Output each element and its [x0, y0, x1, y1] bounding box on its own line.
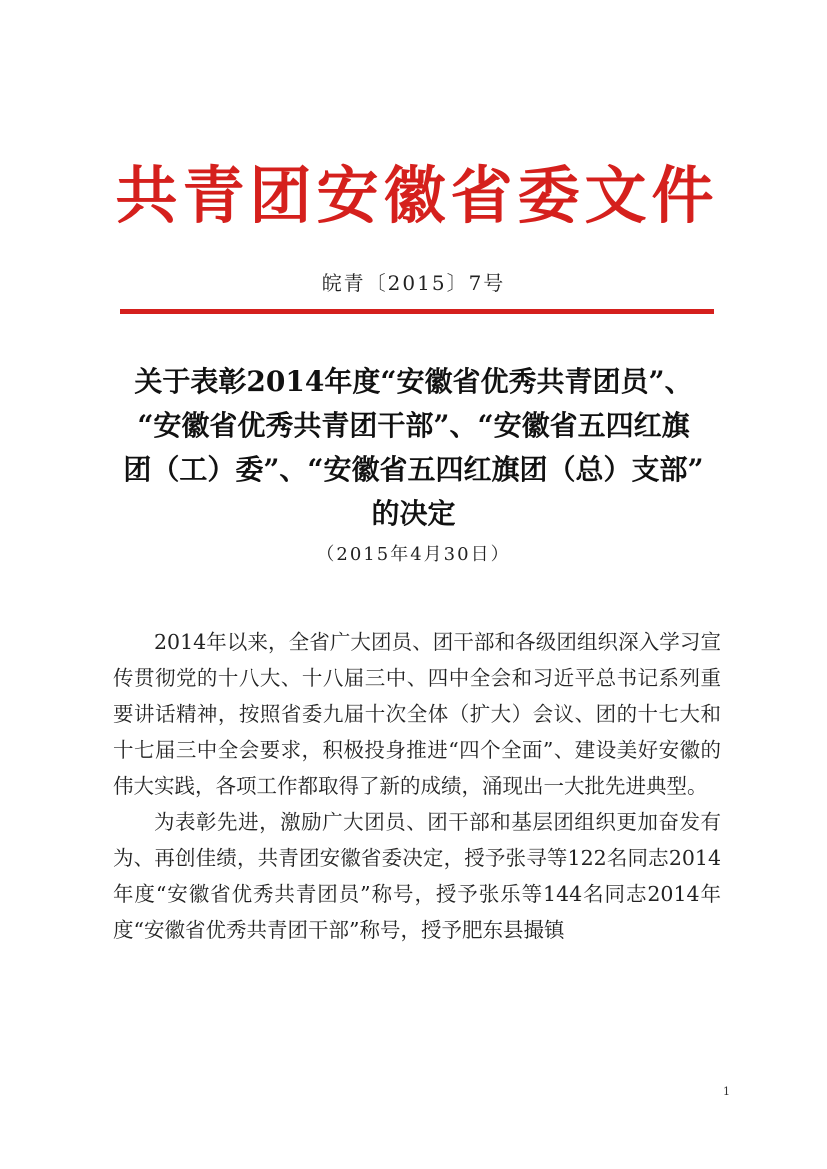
- body-paragraph: 为表彰先进，激励广大团员、团干部和基层团组织更加奋发有为、再创佳绩，共青团安徽省委决定，授予张寻等122名同志2014年度“安徽省优秀共青团员”称号，授予张乐等144名同志2014年度“安徽省优秀共青团干部”称号，授予肥东县撮镇: [113, 810, 721, 942]
- document-number: 皖青〔2015〕7号: [321, 271, 506, 295]
- document-date: （2015年4月30日）: [316, 544, 511, 565]
- red-divider-line: [120, 309, 714, 314]
- document-title: [100, 360, 727, 536]
- body-paragraph: 2014年以来，全省广大团员、团干部和各级团组织深入学习宣传贯彻党的十八大、十八届三中、四中全会和习近平总书记系列重要讲话精神，按照省委九届十次全体（扩大）会议、团的十七大和十七届三中全会要求，积极投身推进“四个全面”、建设美好安徽的伟大实践，各项工作都取得了新的成绩，涌现出一大批先进典型。: [113, 630, 721, 798]
- title-line: “安徽省优秀共青团干部”、“安徽省五四红旗: [137, 409, 690, 442]
- page-number: 1: [723, 1085, 730, 1098]
- org-header-title: 共青团安徽省委文件: [115, 159, 719, 232]
- title-line: 关于表彰2014年度“安徽省优秀共青团员”、: [134, 365, 693, 398]
- title-line: 团（工）委”、“安徽省五四红旗团（总）支部”: [123, 453, 704, 486]
- document-body: [113, 624, 721, 948]
- title-line: 的决定: [371, 497, 456, 530]
